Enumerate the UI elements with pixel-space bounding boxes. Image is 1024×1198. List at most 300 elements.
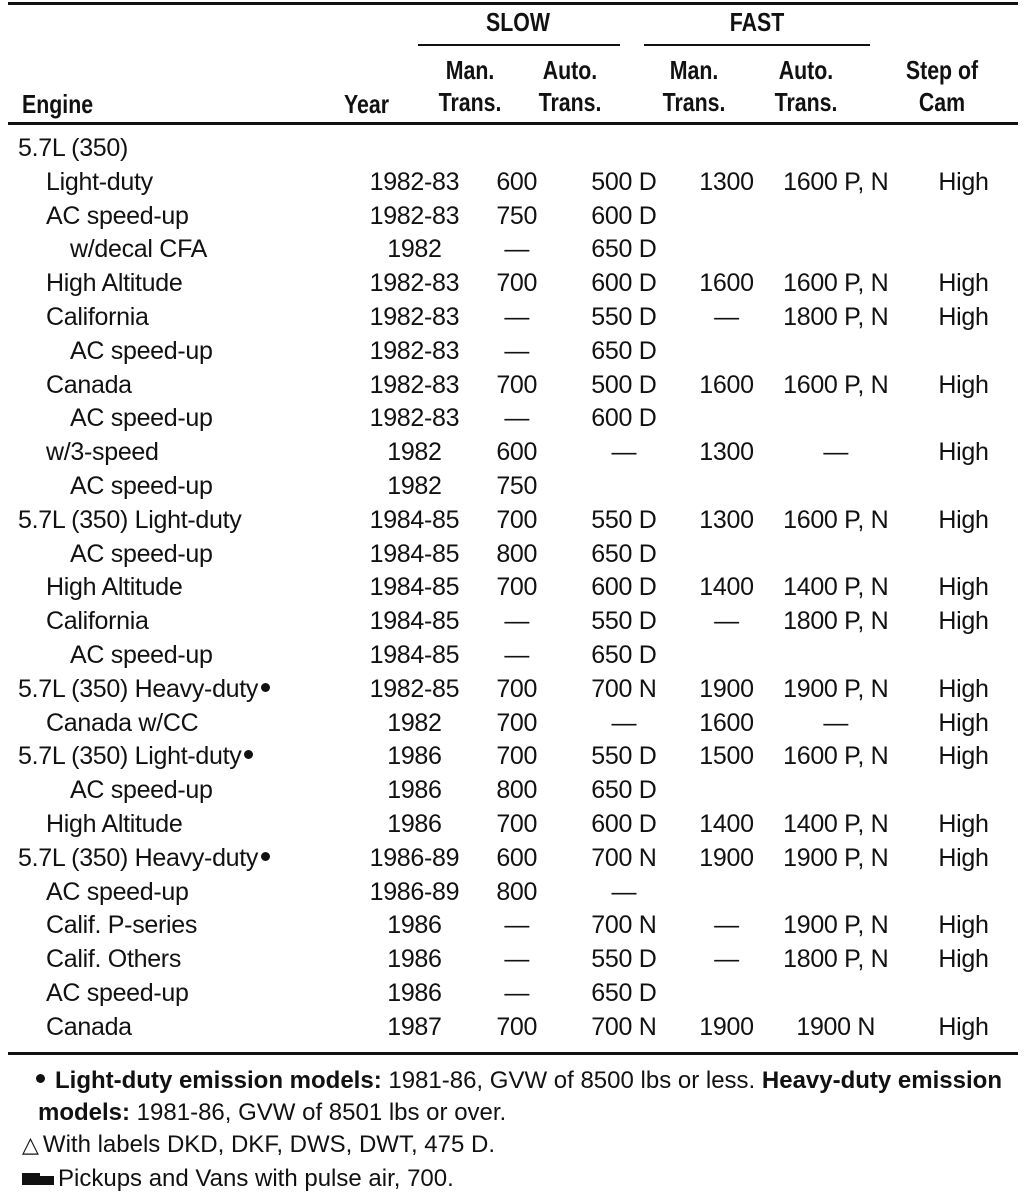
footnote-triangle-text: With labels DKD, DKF, DWS, DWT, 475 D. <box>42 1131 496 1158</box>
fast-man-trans-cell <box>684 909 768 943</box>
engine-cell-text: AC speed-up <box>70 471 213 500</box>
footnote-bold-1: Light-duty emission models: <box>55 1067 382 1094</box>
step-of-cam-cell <box>903 504 1024 538</box>
slow-auto-header-line2: Trans. <box>538 87 602 117</box>
year-cell-text: 1986 <box>387 911 442 940</box>
slow-auto-trans-cell <box>563 842 684 876</box>
fast-auto-trans-cell <box>769 909 903 943</box>
fast-auto-trans-cell-text: 1900 P, N <box>783 843 889 872</box>
slow-man-trans-cell <box>470 876 563 910</box>
slow-man-trans-cell <box>470 470 563 504</box>
fast-group-header: FAST <box>729 7 785 37</box>
slow-man-trans-cell <box>470 1011 563 1045</box>
fast-auto-trans-cell <box>769 1011 903 1045</box>
engine-cell-text: 5.7L (350) Light-duty <box>18 742 242 771</box>
table-row <box>18 774 1024 808</box>
slow-auto-trans-cell-text: 550 D <box>591 607 657 636</box>
step-of-cam-cell <box>903 571 1024 605</box>
fast-man-trans-cell-text: 1300 <box>699 167 754 196</box>
slow-man-trans-cell-text: 800 <box>496 539 538 568</box>
table-row <box>18 909 1024 943</box>
fast-auto-trans-cell <box>769 673 903 707</box>
year-cell-text: 1982-83 <box>369 404 460 433</box>
slow-man-trans-cell-text: — <box>504 235 530 264</box>
year-cell <box>359 470 470 504</box>
slow-auto-trans-cell-text: 650 D <box>591 336 657 365</box>
step-of-cam-cell <box>903 301 1024 335</box>
step-of-cam-cell <box>903 876 1024 910</box>
engine-cell <box>18 842 359 876</box>
slow-auto-trans-cell-text: 700 N <box>591 911 657 940</box>
slow-man-trans-cell <box>470 639 563 673</box>
engine-cell-text: AC speed-up <box>46 201 189 230</box>
slow-auto-trans-cell <box>563 233 684 267</box>
slow-auto-trans-cell-text: 500 D <box>591 370 657 399</box>
slow-auto-trans-cell-text: 600 D <box>591 269 657 298</box>
fast-auto-trans-cell <box>769 842 903 876</box>
engine-cell-text: Canada <box>46 1012 132 1041</box>
engine-cell-text: Light-duty <box>46 167 153 196</box>
table-row <box>18 402 1024 436</box>
fast-auto-trans-cell <box>769 639 903 673</box>
fast-man-trans-cell <box>684 470 768 504</box>
step-of-cam-cell <box>903 470 1024 504</box>
slow-auto-trans-cell <box>563 436 684 470</box>
year-cell-text: 1984-85 <box>369 640 460 669</box>
table-row <box>18 132 1024 166</box>
fast-auto-trans-cell <box>769 402 903 436</box>
engine-cell-text: Calif. P-series <box>46 911 198 940</box>
engine-cell-text: AC speed-up <box>46 877 189 906</box>
table-row <box>18 977 1024 1011</box>
slow-auto-trans-cell <box>563 369 684 403</box>
fast-auto-trans-cell <box>769 605 903 639</box>
step-of-cam-cell-text: High <box>938 302 989 331</box>
slow-man-trans-cell <box>470 301 563 335</box>
engine-cell <box>18 369 359 403</box>
slow-man-trans-cell <box>470 335 563 369</box>
slow-man-trans-cell <box>470 808 563 842</box>
slow-auto-trans-cell <box>563 402 684 436</box>
slow-man-trans-cell <box>470 166 563 200</box>
fast-auto-trans-cell-text: — <box>823 708 849 737</box>
engine-cell-text: AC speed-up <box>70 640 213 669</box>
year-cell <box>359 774 470 808</box>
fast-man-trans-cell <box>684 132 768 166</box>
fast-man-trans-cell-text: 1900 <box>699 843 754 872</box>
fast-auto-trans-cell-text: — <box>823 438 849 467</box>
table-row <box>18 436 1024 470</box>
slow-auto-trans-cell <box>563 808 684 842</box>
fast-auto-trans-cell <box>769 200 903 234</box>
slow-auto-trans-cell-text: 550 D <box>591 945 657 974</box>
step-of-cam-header-line2: Cam <box>918 87 966 117</box>
slow-auto-trans-cell <box>563 267 684 301</box>
fast-man-trans-cell <box>684 673 768 707</box>
step-of-cam-cell <box>903 335 1024 369</box>
engine-cell-text: 5.7L (350) Heavy-duty <box>18 843 259 872</box>
step-of-cam-cell-text: High <box>938 573 989 602</box>
slow-man-trans-cell-text: — <box>504 911 530 940</box>
year-cell <box>359 808 470 842</box>
slow-auto-trans-cell <box>563 132 684 166</box>
fast-man-trans-cell-text: — <box>714 911 739 940</box>
year-cell <box>359 132 470 166</box>
step-of-cam-cell-text: High <box>938 269 989 298</box>
step-of-cam-cell <box>903 707 1024 741</box>
engine-cell-text: 5.7L (350) Light-duty <box>18 505 242 534</box>
slow-auto-trans-cell-text: 600 D <box>591 809 657 838</box>
fast-auto-trans-cell-text: 1400 P, N <box>783 573 889 602</box>
slow-man-trans-cell-text: — <box>504 404 530 433</box>
slow-auto-trans-cell-text: 600 D <box>591 404 657 433</box>
fast-man-trans-cell <box>684 808 768 842</box>
engine-cell-text: 5.7L (350) Heavy-duty <box>18 674 259 703</box>
slow-auto-trans-cell-text: — <box>611 438 637 467</box>
slow-man-trans-cell <box>470 842 563 876</box>
engine-cell-text: Canada <box>46 370 132 399</box>
slow-man-trans-cell-text: 700 <box>496 708 538 737</box>
slow-man-trans-cell <box>470 774 563 808</box>
fast-man-trans-cell-text: — <box>714 302 739 331</box>
footnote-emission <box>22 1064 1002 1098</box>
year-cell <box>359 402 470 436</box>
table-row <box>18 673 1024 707</box>
table-row <box>18 267 1024 301</box>
engine-cell-text: California <box>46 607 149 636</box>
engine-cell-text: w/decal CFA <box>70 235 208 264</box>
engine-cell-text: w/3-speed <box>46 438 159 467</box>
table-row <box>18 842 1024 876</box>
year-cell-text: 1986-89 <box>369 877 460 906</box>
step-of-cam-cell <box>903 369 1024 403</box>
fast-man-trans-cell <box>684 233 768 267</box>
engine-cell-text: California <box>46 302 149 331</box>
slow-auto-trans-cell-text: 600 D <box>591 573 657 602</box>
slow-auto-trans-cell <box>563 605 684 639</box>
year-cell-text: 1986 <box>387 776 442 805</box>
slow-man-trans-cell-text: 700 <box>496 1012 538 1041</box>
slow-man-trans-cell-text: 600 <box>496 167 538 196</box>
year-cell-text: 1984-85 <box>369 505 460 534</box>
table-row <box>18 571 1024 605</box>
slow-man-trans-cell-text: — <box>504 945 530 974</box>
year-cell <box>359 977 470 1011</box>
slow-auto-trans-cell <box>563 166 684 200</box>
fast-auto-trans-cell-text: 1900 P, N <box>783 911 889 940</box>
slow-man-trans-cell-text: — <box>504 607 530 636</box>
step-of-cam-cell-text: High <box>938 911 989 940</box>
slow-man-trans-cell-text: 700 <box>496 742 538 771</box>
bullet-dot-icon <box>36 1074 45 1083</box>
fast-man-trans-cell <box>684 166 768 200</box>
year-cell <box>359 605 470 639</box>
slow-auto-trans-cell-text: — <box>611 877 637 906</box>
step-of-cam-cell <box>903 538 1024 572</box>
fast-man-trans-cell <box>684 707 768 741</box>
engine-cell <box>18 740 359 774</box>
slow-auto-trans-cell-text: 650 D <box>591 235 657 264</box>
fast-man-trans-cell-text: — <box>714 607 739 636</box>
bullet-dot-icon <box>261 852 270 861</box>
step-of-cam-cell <box>903 233 1024 267</box>
step-of-cam-cell <box>903 943 1024 977</box>
step-of-cam-cell-text: High <box>938 438 989 467</box>
year-cell <box>359 707 470 741</box>
slow-man-trans-cell-text: 700 <box>496 674 538 703</box>
slow-man-trans-cell-text: 750 <box>496 201 538 230</box>
step-of-cam-cell <box>903 402 1024 436</box>
step-of-cam-cell <box>903 842 1024 876</box>
slow-group-header: SLOW <box>486 7 550 37</box>
footnote-text-1: 1981-86, GVW of 8500 lbs or less. <box>381 1067 762 1094</box>
step-of-cam-cell <box>903 200 1024 234</box>
engine-cell <box>18 605 359 639</box>
year-cell-text: 1982 <box>387 708 442 737</box>
footnote-van <box>22 1162 454 1196</box>
step-of-cam-cell-text: High <box>938 809 989 838</box>
table-row <box>18 200 1024 234</box>
slow-auto-trans-cell-text: 550 D <box>591 505 657 534</box>
fast-man-trans-cell <box>684 943 768 977</box>
slow-man-header-line2: Trans. <box>438 87 502 117</box>
table-row <box>18 876 1024 910</box>
fast-man-header-line2: Trans. <box>662 87 726 117</box>
fast-man-trans-cell <box>684 876 768 910</box>
fast-auto-trans-cell <box>769 740 903 774</box>
step-of-cam-cell-text: High <box>938 843 989 872</box>
year-cell-text: 1982-85 <box>369 674 460 703</box>
engine-cell <box>18 1011 359 1045</box>
engine-cell-text: High Altitude <box>46 269 183 298</box>
step-of-cam-cell-text: High <box>938 607 989 636</box>
van-icon <box>22 1171 56 1185</box>
table-row <box>18 470 1024 504</box>
slow-auto-trans-cell <box>563 538 684 572</box>
slow-man-trans-cell-text: 700 <box>496 809 538 838</box>
fast-man-trans-cell <box>684 301 768 335</box>
fast-man-trans-cell <box>684 842 768 876</box>
year-cell-text: 1984-85 <box>369 607 460 636</box>
fast-auto-trans-cell-text: 1900 P, N <box>783 674 889 703</box>
slow-auto-trans-cell-text: 650 D <box>591 640 657 669</box>
fast-man-trans-cell <box>684 605 768 639</box>
slow-auto-trans-cell <box>563 707 684 741</box>
engine-cell <box>18 977 359 1011</box>
engine-cell-text: AC speed-up <box>70 539 213 568</box>
slow-auto-header-line1: Auto. <box>542 55 598 85</box>
fast-auto-trans-cell <box>769 267 903 301</box>
fast-auto-trans-cell <box>769 132 903 166</box>
footnote-van-text: Pickups and Vans with pulse air, 700. <box>58 1165 454 1192</box>
slow-auto-trans-cell <box>563 943 684 977</box>
fast-auto-trans-cell <box>769 436 903 470</box>
fast-auto-trans-cell <box>769 977 903 1011</box>
slow-man-header-line1: Man. <box>445 55 495 85</box>
year-cell-text: 1982-83 <box>369 370 460 399</box>
fast-man-trans-cell <box>684 774 768 808</box>
slow-man-trans-cell-text: 600 <box>496 438 538 467</box>
year-cell <box>359 335 470 369</box>
year-cell-text: 1982-83 <box>369 167 460 196</box>
table-row <box>18 605 1024 639</box>
slow-auto-trans-cell-text: 700 N <box>591 843 657 872</box>
table-row <box>18 943 1024 977</box>
fast-auto-trans-cell <box>769 876 903 910</box>
fast-auto-trans-cell-text: 1400 P, N <box>783 809 889 838</box>
engine-cell <box>18 470 359 504</box>
step-of-cam-cell-text: High <box>938 708 989 737</box>
year-cell <box>359 740 470 774</box>
fast-auto-trans-cell <box>769 504 903 538</box>
slow-auto-trans-cell <box>563 1011 684 1045</box>
year-cell <box>359 1011 470 1045</box>
slow-man-trans-cell-text: 750 <box>496 471 538 500</box>
engine-cell-text: Calif. Others <box>46 945 182 974</box>
step-of-cam-cell <box>903 808 1024 842</box>
fast-man-trans-cell <box>684 571 768 605</box>
slow-auto-trans-cell-text: 600 D <box>591 201 657 230</box>
slow-auto-trans-cell <box>563 639 684 673</box>
engine-cell <box>18 436 359 470</box>
step-of-cam-cell <box>903 166 1024 200</box>
slow-auto-trans-cell <box>563 774 684 808</box>
fast-man-trans-cell-text: 1900 <box>699 674 754 703</box>
step-of-cam-cell <box>903 1011 1024 1045</box>
engine-cell <box>18 402 359 436</box>
engine-cell <box>18 774 359 808</box>
slow-man-trans-cell <box>470 571 563 605</box>
table-row <box>18 504 1024 538</box>
year-cell <box>359 673 470 707</box>
engine-cell-text: AC speed-up <box>70 336 213 365</box>
step-of-cam-cell <box>903 977 1024 1011</box>
table-row <box>18 335 1024 369</box>
step-of-cam-cell-text: High <box>938 674 989 703</box>
slow-auto-trans-cell-text: 700 N <box>591 674 657 703</box>
fast-man-trans-cell-text: 1600 <box>699 370 754 399</box>
slow-man-trans-cell <box>470 504 563 538</box>
engine-cell-text: AC speed-up <box>46 978 189 1007</box>
year-cell-text: 1984-85 <box>369 573 460 602</box>
year-cell <box>359 639 470 673</box>
year-cell <box>359 267 470 301</box>
bullet-dot-icon <box>244 750 253 759</box>
step-of-cam-cell <box>903 639 1024 673</box>
year-cell <box>359 301 470 335</box>
footnote-emission-line2 <box>38 1096 506 1130</box>
table-row <box>18 639 1024 673</box>
engine-cell <box>18 639 359 673</box>
fast-man-trans-cell <box>684 1011 768 1045</box>
step-of-cam-cell-text: High <box>938 742 989 771</box>
engine-cell <box>18 335 359 369</box>
slow-auto-trans-cell <box>563 909 684 943</box>
year-cell <box>359 369 470 403</box>
year-cell-text: 1987 <box>387 1012 442 1041</box>
year-cell <box>359 166 470 200</box>
fast-auto-trans-cell <box>769 369 903 403</box>
slow-man-trans-cell <box>470 605 563 639</box>
slow-man-trans-cell-text: 700 <box>496 269 538 298</box>
engine-column-header: Engine <box>22 89 94 119</box>
fast-man-trans-cell <box>684 436 768 470</box>
year-cell-text: 1986-89 <box>369 843 460 872</box>
engine-cell <box>18 571 359 605</box>
fast-man-trans-cell <box>684 402 768 436</box>
year-cell-text: 1982-83 <box>369 302 460 331</box>
slow-auto-trans-cell-text: 500 D <box>591 167 657 196</box>
header-rule <box>8 122 1018 125</box>
fast-man-trans-cell-text: 1600 <box>699 708 754 737</box>
slow-man-trans-cell <box>470 538 563 572</box>
step-of-cam-cell <box>903 267 1024 301</box>
engine-cell-text: 5.7L (350) <box>18 134 129 162</box>
engine-cell <box>18 909 359 943</box>
year-cell <box>359 233 470 267</box>
slow-man-trans-cell <box>470 977 563 1011</box>
year-cell <box>359 571 470 605</box>
slow-man-trans-cell-text: — <box>504 336 530 365</box>
footnote-bold-3: models: <box>38 1099 131 1126</box>
engine-cell <box>18 808 359 842</box>
slow-auto-trans-cell <box>563 876 684 910</box>
fast-man-trans-cell <box>684 538 768 572</box>
engine-cell <box>18 707 359 741</box>
year-cell <box>359 436 470 470</box>
step-of-cam-cell-text: High <box>938 945 989 974</box>
engine-cell <box>18 233 359 267</box>
fast-auto-trans-cell <box>769 571 903 605</box>
fast-auto-trans-cell-text: 1600 P, N <box>783 167 889 196</box>
table-row <box>18 166 1024 200</box>
fast-auto-trans-cell <box>769 335 903 369</box>
engine-cell <box>18 166 359 200</box>
fast-auto-trans-cell-text: 1800 P, N <box>783 945 889 974</box>
slow-man-trans-cell-text: — <box>504 978 530 1007</box>
year-cell-text: 1984-85 <box>369 539 460 568</box>
fast-auto-trans-cell-text: 1600 P, N <box>783 742 889 771</box>
fast-auto-trans-cell-text: 1600 P, N <box>783 505 889 534</box>
table-row <box>18 233 1024 267</box>
slow-man-trans-cell <box>470 200 563 234</box>
year-cell-text: 1986 <box>387 978 442 1007</box>
slow-auto-trans-cell <box>563 977 684 1011</box>
fast-man-trans-cell <box>684 639 768 673</box>
fast-man-trans-cell-text: — <box>714 945 739 974</box>
slow-man-trans-cell <box>470 707 563 741</box>
slow-auto-trans-cell-text: 650 D <box>591 978 657 1007</box>
year-cell-text: 1982-83 <box>369 336 460 365</box>
step-of-cam-cell <box>903 740 1024 774</box>
engine-cell-text: High Altitude <box>46 573 183 602</box>
footnote-triangle <box>22 1128 495 1162</box>
fast-auto-trans-cell-text: 1800 P, N <box>783 607 889 636</box>
step-of-cam-cell-text: High <box>938 370 989 399</box>
engine-cell-text: High Altitude <box>46 809 183 838</box>
table-row <box>18 740 1024 774</box>
engine-cell-text: Canada w/CC <box>46 708 199 737</box>
table-row <box>18 808 1024 842</box>
bottom-rule <box>8 1052 1018 1055</box>
fast-man-trans-cell-text: 1500 <box>699 742 754 771</box>
year-cell <box>359 200 470 234</box>
fast-man-trans-cell-text: 1300 <box>699 438 754 467</box>
fast-auto-header-line1: Auto. <box>778 55 834 85</box>
year-cell-text: 1986 <box>387 809 442 838</box>
fast-auto-trans-cell <box>769 808 903 842</box>
year-cell-text: 1982-83 <box>369 201 460 230</box>
